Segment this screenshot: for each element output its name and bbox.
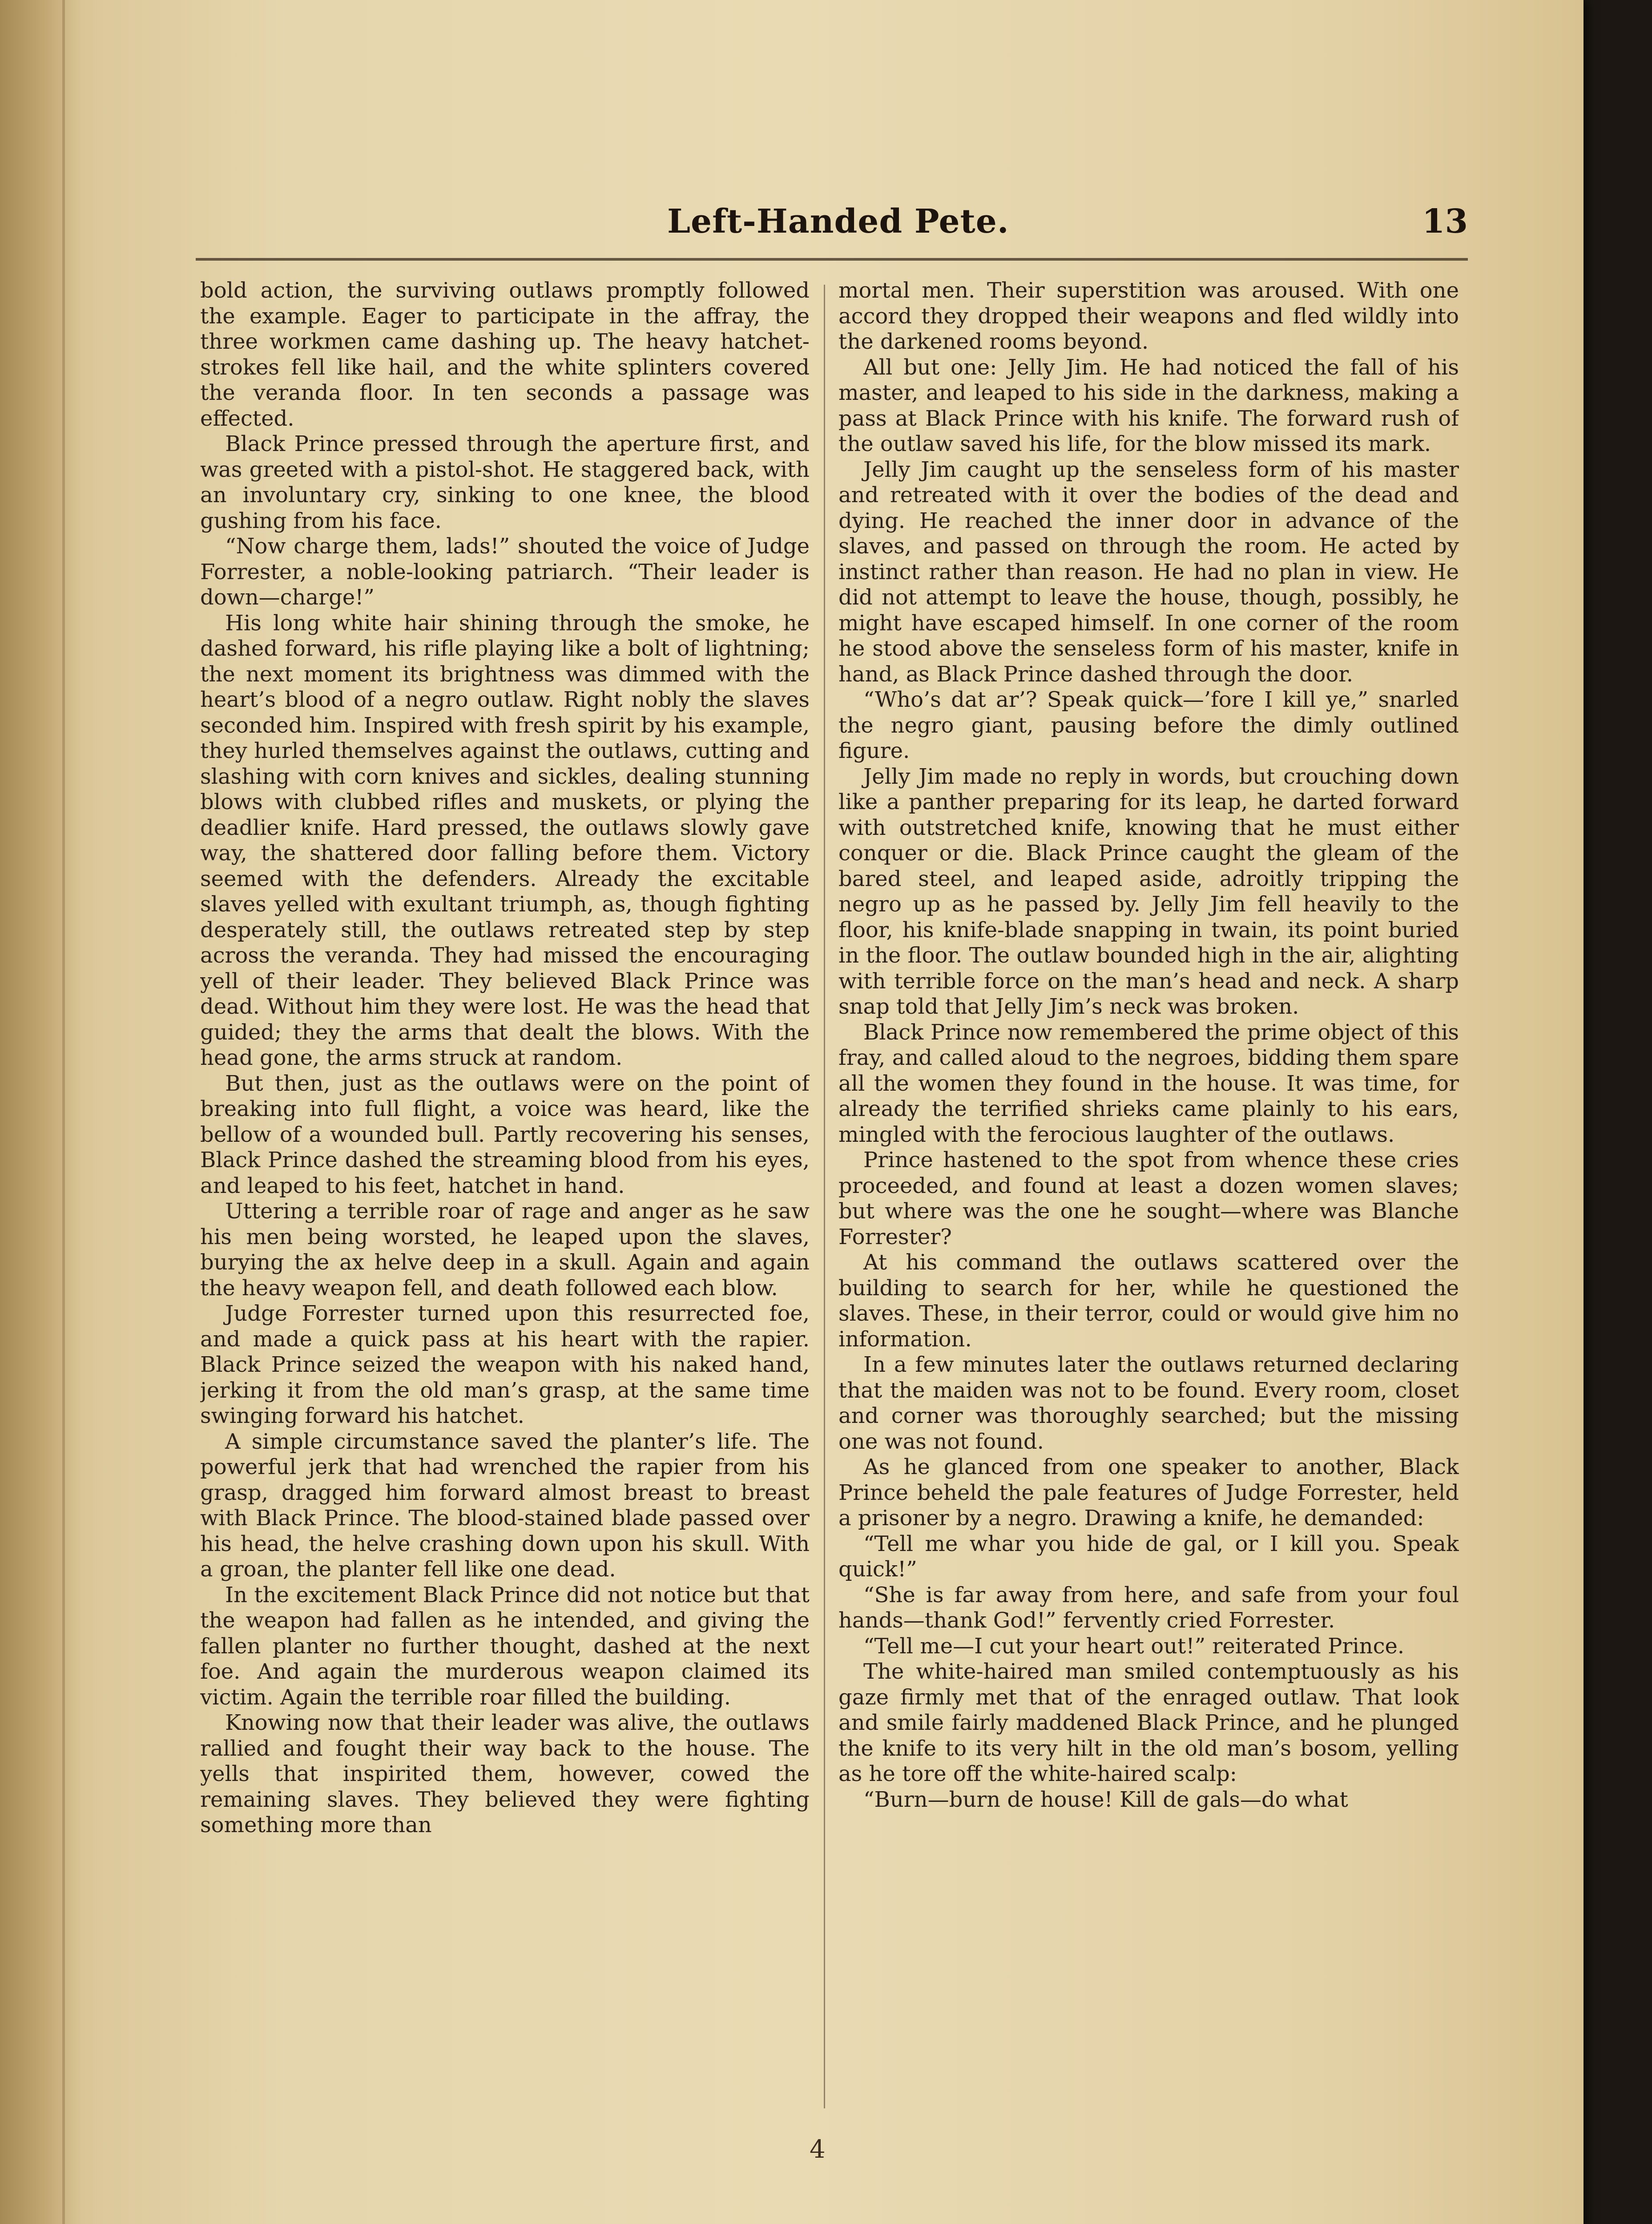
right-column — [838, 278, 1459, 2119]
paragraph: Jelly Jim made no reply in words, but crouching down like a panther preparing for its leap, he darted forward with outstretched knife, knowing that he must either conquer or die. Black Prince caught the gleam of the bared steel, and leaped aside, adroitly tripping the negro up as he passed by. Jelly Jim fell heavily to the floor, his knife-blade snapping in twain, its point buried in the floor. The outlaw bounded high in the air, alighting with terrible force on the man’s head and neck. A sharp snap told that Jelly Jim’s neck was broken. — [838, 764, 1459, 1019]
running-title: Left-Handed Pete. — [667, 202, 1009, 241]
paragraph: Jelly Jim caught up the senseless form of his master and retreated with it over the bodies of the dead and dying. He reached the inner door in advance of the slaves, and passed on through the room. He acted by instinct rather than reason. He had no plan in view. He did not attempt to leave the house, though, possibly, he might have escaped himself. In one corner of the room he stood above the senseless form of his master, knife in hand, as Black Prince dashed through the door. — [838, 457, 1459, 687]
column-divider — [824, 285, 825, 2108]
running-header — [196, 202, 1468, 251]
paragraph: All but one: Jelly Jim. He had noticed the fall of his master, and leaped to his side in the darkness, making a pass at Black Prince with his knife. The forward rush of the outlaw saved his life, for the blow missed its mark. — [838, 355, 1459, 456]
paragraph: Black Prince pressed through the aperture first, and was greeted with a pistol-shot. He staggered back, with an involuntary cry, sinking to one knee, the blood gushing from his face. — [200, 431, 810, 533]
paragraph: “Tell me—I cut your heart out!” reiterated Prince. — [863, 1633, 1405, 1659]
paragraph: “Burn—burn de house! Kill de gals—do what — [863, 1787, 1348, 1812]
paragraph: Black Prince now remembered the prime object of this fray, and called aloud to the negroes, bidding them spare all the women they found in the house. It was time, for already the terrified shrieks came plainly to his ears, mingled with the ferocious laughter of the outlaws. — [838, 1019, 1459, 1147]
paragraph: His long white hair shining through the smoke, he dashed forward, his rifle playing like a bolt of lightning; the next moment its brightness was dimmed with the heart’s blood of a negro outlaw. Right nobly the slaves seconded him. Inspired with fresh spirit by his example, they hurled themselves against the outlaws, cutting and slashing with corn knives and sickles, dealing stunning blows with clubbed rifles and muskets, or plying the deadlier knife. Hard pressed, the outlaws slowly gave way, the shattered door falling before them. Victory seemed with the defenders. Already the excitable slaves yelled with exultant triumph, as, though fighting desperately still, the outlaws retreated step by step across the veranda. They had missed the encouraging yell of their leader. They believed Black Prince was dead. Without him they were lost. He was the head that guided; they the arms that dealt the blows. With the head gone, the arms struck at random. — [200, 610, 810, 1070]
paragraph: As he glanced from one speaker to another, Black Prince beheld the pale features of Judge Forrester, held a prisoner by a negro. Drawing a knife, he demanded: — [838, 1454, 1459, 1531]
paragraph: But then, just as the outlaws were on the point of breaking into full flight, a voice was heard, like the bellow of a wounded bull. Partly recovering his senses, Black Prince dashed the streaming blood from his eyes, and leaped to his feet, hatchet in hand. — [200, 1071, 810, 1198]
paragraph: In the excitement Black Prince did not notice but that the weapon had fallen as he intended, and giving the fallen planter no further thought, dashed at the next foe. And again the murderous weapon claimed its victim. Again the terrible roar filled the building. — [200, 1582, 810, 1710]
paragraph: Prince hastened to the spot from whence these cries proceeded, and found at least a dozen women slaves; but where was the one he sought—where was Blanche Forrester? — [838, 1148, 1459, 1249]
paragraph: “Now charge them, lads!” shouted the voice of Judge Forrester, a noble-looking patriarch. “Their leader is down—charge!” — [200, 534, 810, 610]
paragraph: The white-haired man smiled contemptuously as his gaze firmly met that of the enraged outlaw. That look and smile fairly maddened Black Prince, and he plunged the knife to its very hilt in the old man’s bosom, yelling as he tore off the white-haired scalp: — [838, 1659, 1459, 1786]
binding-fold — [0, 0, 102, 2224]
page-number: 13 — [1422, 202, 1468, 241]
continued-paragraph: bold action, the surviving outlaws promptly followed the example. Eager to participate in the affray, the three workmen came dashing up. The heavy hatchet-strokes fell like hail, and the white splinters covered the veranda floor. In ten seconds a passage was effected. — [200, 278, 810, 431]
binding-crease — [62, 0, 65, 2224]
paragraph: Uttering a terrible roar of rage and anger as he saw his men being worsted, he leaped upon the slaves, burying the ax helve deep in a skull. Again and again the heavy weapon fell, and death followed each blow. — [200, 1199, 810, 1301]
paragraph: “She is far away from here, and safe from your foul hands—thank God!” fervently cried Forrester. — [838, 1582, 1459, 1633]
paragraph: “Who’s dat ar’? Speak quick—’fore I kill ye,” snarled the negro giant, pausing before the dimly outlined figure. — [838, 687, 1459, 763]
paragraph: A simple circumstance saved the planter’s life. The powerful jerk that had wrenched the rapier from his grasp, dragged him forward almost breast to breast with Black Prince. The blood-stained blade passed over his head, the helve crashing down upon his skull. With a groan, the planter fell like one dead. — [200, 1429, 810, 1582]
paragraph: “Tell me whar you hide de gal, or I kill you. Speak quick!” — [838, 1531, 1459, 1582]
paragraph: Judge Forrester turned upon this resurrected foe, and made a quick pass at his heart with the rapier. Black Prince seized the weapon with his naked hand, jerking it from the old man’s grasp, at the same time swinging forward his hatchet. — [200, 1301, 810, 1428]
paragraph: In a few minutes later the outlaws returned declaring that the maiden was not to be found. Every room, closet and corner was thoroughly searched; but the missing one was not found. — [838, 1352, 1459, 1454]
paragraph: Knowing now that their leader was alive, the outlaws rallied and fought their way back to the house. The yells that inspirited them, however, cowed the remaining slaves. They believed they were fighting something more than — [200, 1710, 810, 1837]
paragraph: At his command the outlaws scattered over the building to search for her, while he questioned the slaves. These, in their terror, could or would give him no information. — [838, 1250, 1459, 1352]
signature-mark: 4 — [810, 2135, 826, 2164]
continued-paragraph: mortal men. Their superstition was aroused. With one accord they dropped their weapons and fled wildly into the darkened rooms beyond. — [838, 278, 1459, 354]
header-rule — [196, 258, 1468, 261]
left-column — [200, 278, 810, 2119]
